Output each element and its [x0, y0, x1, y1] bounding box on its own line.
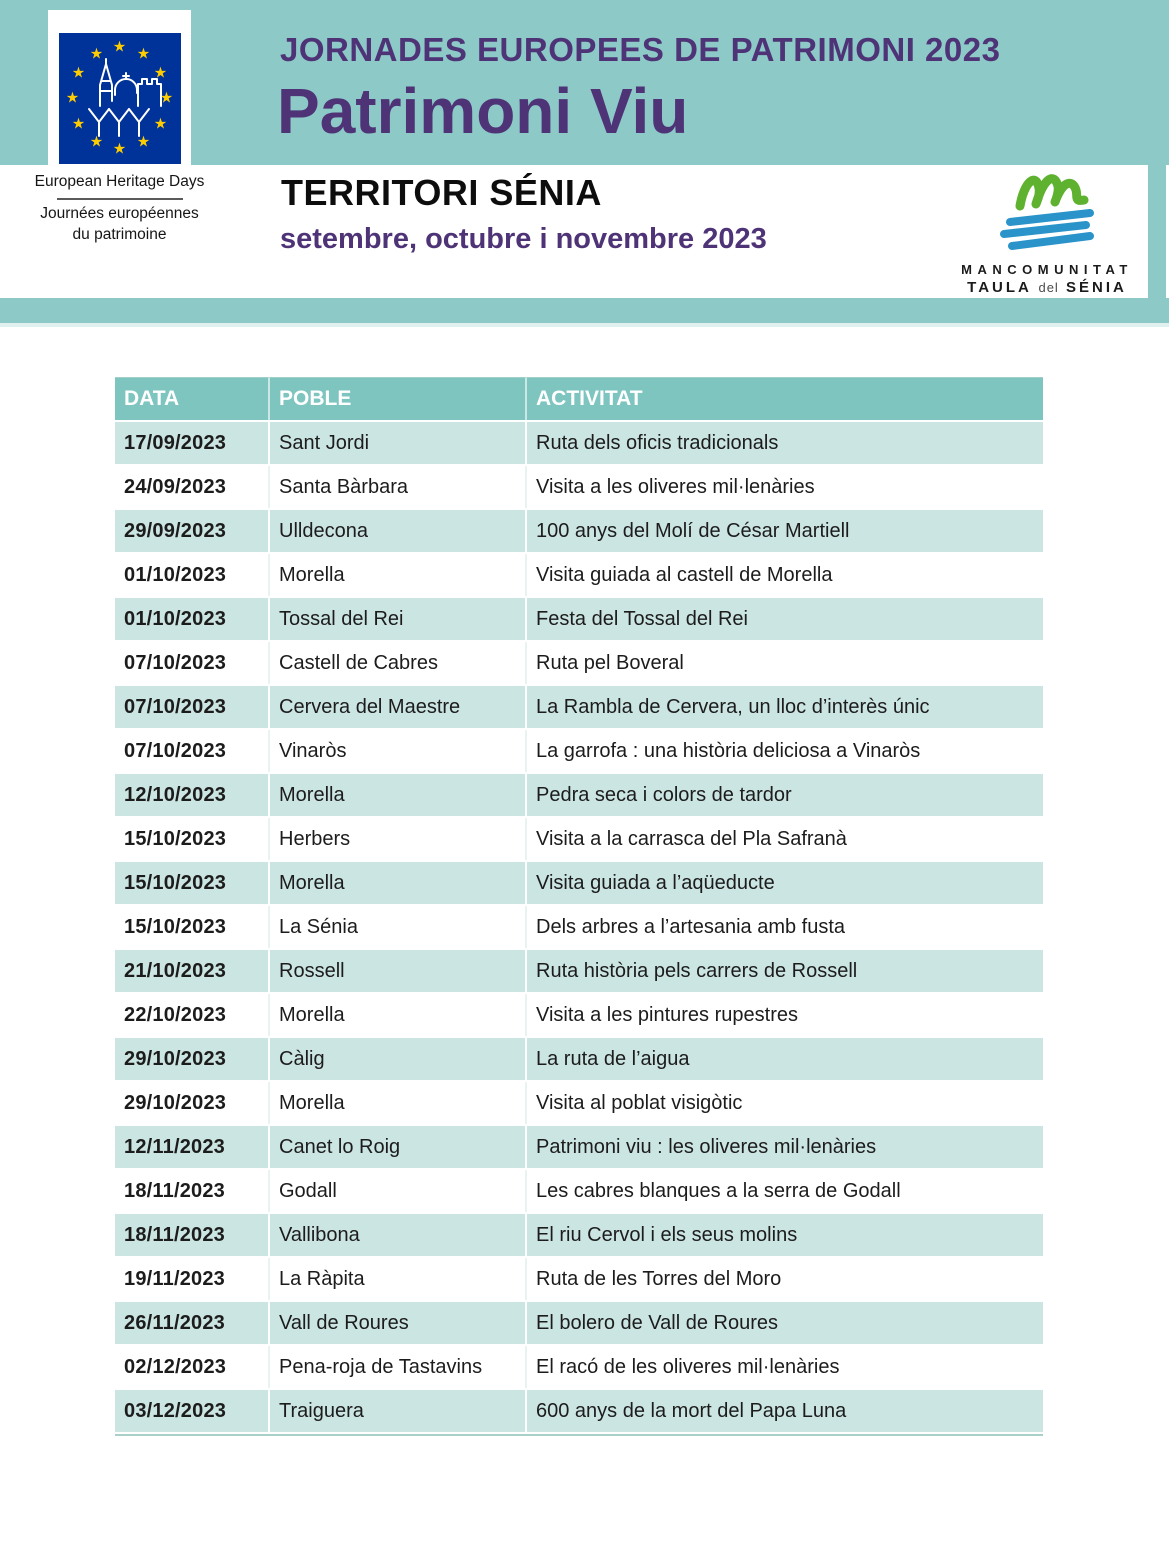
column-header-data: DATA — [115, 377, 270, 420]
mancomunitat-logo — [952, 166, 1142, 296]
star-icon: ★ — [136, 133, 151, 151]
table-row — [115, 774, 1043, 816]
cell-date: 12/10/2023 — [115, 774, 270, 816]
cell-poble: La Sénia — [270, 906, 527, 948]
table-row — [115, 686, 1043, 728]
table-row — [115, 1346, 1043, 1388]
cell-activitat: Visita a la carrasca del Pla Safranà — [527, 818, 1043, 860]
table-row — [115, 642, 1043, 684]
cell-poble: Càlig — [270, 1038, 527, 1080]
table-row — [115, 466, 1043, 508]
cell-activitat: 600 anys de la mort del Papa Luna — [527, 1390, 1043, 1432]
cell-date: 24/09/2023 — [115, 466, 270, 508]
cell-activitat: Ruta història pels carrers de Rossell — [527, 950, 1043, 992]
cell-poble: Cervera del Maestre — [270, 686, 527, 728]
senia-word: SÉNIA — [1066, 279, 1127, 296]
event-kicker: JORNADES EUROPEES DE PATRIMONI 2023 — [280, 31, 1001, 68]
cell-poble: Herbers — [270, 818, 527, 860]
cell-poble: Ulldecona — [270, 510, 527, 552]
table-row — [115, 1390, 1043, 1432]
star-icon: ★ — [89, 133, 104, 151]
table-row — [115, 1258, 1043, 1300]
cell-activitat: La ruta de l’aigua — [527, 1038, 1043, 1080]
territory-line: TERRITORI SÉNIA — [281, 172, 602, 213]
star-icon: ★ — [89, 45, 104, 63]
cell-poble: La Ràpita — [270, 1258, 527, 1300]
cell-date: 22/10/2023 — [115, 994, 270, 1036]
cell-poble: Rossell — [270, 950, 527, 992]
table-row — [115, 1126, 1043, 1168]
table-row — [115, 422, 1043, 464]
cell-activitat: Visita a les pintures rupestres — [527, 994, 1043, 1036]
cell-date: 15/10/2023 — [115, 906, 270, 948]
cell-poble: Morella — [270, 862, 527, 904]
cell-poble: Santa Bàrbara — [270, 466, 527, 508]
divider-band — [0, 298, 1169, 327]
events-table — [115, 375, 1043, 1436]
cell-date: 29/10/2023 — [115, 1082, 270, 1124]
table-row — [115, 598, 1043, 640]
mancomunitat-mark-icon — [972, 166, 1122, 258]
cell-activitat: Pedra seca i colors de tardor — [527, 774, 1043, 816]
cell-poble: Morella — [270, 774, 527, 816]
cell-activitat: Visita guiada a l’aqüeducte — [527, 862, 1043, 904]
ehd-subtitle-fr-1: Journées européennes — [40, 205, 199, 222]
mancomunitat-name: MANCOMUNITAT — [961, 262, 1133, 277]
table-row — [115, 818, 1043, 860]
star-icon: ★ — [71, 115, 86, 133]
heritage-buildings-icon — [75, 51, 168, 146]
cell-date: 15/10/2023 — [115, 818, 270, 860]
table-row — [115, 1302, 1043, 1344]
cell-activitat: Patrimoni viu : les oliveres mil·lenàries — [527, 1126, 1043, 1168]
star-icon: ★ — [71, 64, 86, 82]
table-header-row — [115, 377, 1043, 420]
cell-activitat: Festa del Tossal del Rei — [527, 598, 1043, 640]
cell-activitat: 100 anys del Molí de César Martiell — [527, 510, 1043, 552]
cell-activitat: Ruta dels oficis tradicionals — [527, 422, 1043, 464]
cell-date: 07/10/2023 — [115, 642, 270, 684]
events-table-body — [115, 422, 1043, 1432]
column-header-poble: POBLE — [270, 377, 527, 420]
table-row — [115, 862, 1043, 904]
table-row — [115, 730, 1043, 772]
table-row — [115, 1170, 1043, 1212]
right-accent-strip — [1148, 165, 1166, 298]
cell-poble: Vallibona — [270, 1214, 527, 1256]
cell-date: 29/10/2023 — [115, 1038, 270, 1080]
cell-poble: Tossal del Rei — [270, 598, 527, 640]
cell-activitat: Les cabres blanques a la serra de Godall — [527, 1170, 1043, 1212]
cell-poble: Castell de Cabres — [270, 642, 527, 684]
cell-poble: Godall — [270, 1170, 527, 1212]
taula-word: TAULA — [967, 279, 1032, 296]
ehd-logo-card — [34, 10, 205, 246]
cell-date: 02/12/2023 — [115, 1346, 270, 1388]
cell-activitat: Visita al poblat visigòtic — [527, 1082, 1043, 1124]
column-header-activitat: ACTIVITAT — [527, 377, 1043, 420]
star-icon: ★ — [136, 45, 151, 63]
ehd-divider — [57, 198, 183, 200]
cell-date: 19/11/2023 — [115, 1258, 270, 1300]
cell-activitat: Dels arbres a l’artesania amb fusta — [527, 906, 1043, 948]
table-row — [115, 1038, 1043, 1080]
ehd-title: European Heritage Days — [34, 173, 205, 190]
page-title: Patrimoni Viu — [277, 75, 689, 147]
cell-poble: Canet lo Roig — [270, 1126, 527, 1168]
cell-date: 01/10/2023 — [115, 598, 270, 640]
cell-activitat: El riu Cervol i els seus molins — [527, 1214, 1043, 1256]
cell-activitat: El racó de les oliveres mil·lenàries — [527, 1346, 1043, 1388]
cell-poble: Morella — [270, 994, 527, 1036]
table-row — [115, 510, 1043, 552]
cell-date: 29/09/2023 — [115, 510, 270, 552]
table-row — [115, 994, 1043, 1036]
cell-activitat: Ruta pel Boveral — [527, 642, 1043, 684]
cell-poble: Morella — [270, 1082, 527, 1124]
cell-activitat: Ruta de les Torres del Moro — [527, 1258, 1043, 1300]
cell-poble: Morella — [270, 554, 527, 596]
cell-activitat: La Rambla de Cervera, un lloc d’interès únic — [527, 686, 1043, 728]
cell-poble: Traiguera — [270, 1390, 527, 1432]
season-line: setembre, octubre i novembre 2023 — [280, 223, 767, 255]
cell-poble: Vall de Roures — [270, 1302, 527, 1344]
eu-flag-icon — [59, 33, 181, 164]
cell-activitat: Visita guiada al castell de Morella — [527, 554, 1043, 596]
cell-poble: Vinaròs — [270, 730, 527, 772]
cell-activitat: Visita a les oliveres mil·lenàries — [527, 466, 1043, 508]
star-icon: ★ — [112, 140, 127, 158]
cell-date: 01/10/2023 — [115, 554, 270, 596]
table-row — [115, 1082, 1043, 1124]
cell-poble: Sant Jordi — [270, 422, 527, 464]
cell-date: 21/10/2023 — [115, 950, 270, 992]
cell-date: 26/11/2023 — [115, 1302, 270, 1344]
cell-activitat: La garrofa : una història deliciosa a Vinaròs — [527, 730, 1043, 772]
cell-date: 07/10/2023 — [115, 730, 270, 772]
cell-activitat: El bolero de Vall de Roures — [527, 1302, 1043, 1344]
cell-date: 15/10/2023 — [115, 862, 270, 904]
cell-date: 03/12/2023 — [115, 1390, 270, 1432]
del-word: del — [1038, 280, 1059, 295]
cell-date: 18/11/2023 — [115, 1170, 270, 1212]
table-row — [115, 950, 1043, 992]
star-icon: ★ — [153, 64, 168, 82]
cell-date: 07/10/2023 — [115, 686, 270, 728]
table-row — [115, 554, 1043, 596]
cell-date: 17/09/2023 — [115, 422, 270, 464]
star-icon: ★ — [159, 89, 174, 107]
star-icon: ★ — [153, 115, 168, 133]
cell-date: 18/11/2023 — [115, 1214, 270, 1256]
mancomunitat-subname — [967, 279, 1127, 296]
cell-date: 12/11/2023 — [115, 1126, 270, 1168]
cell-poble: Pena-roja de Tastavins — [270, 1346, 527, 1388]
star-icon: ★ — [112, 38, 127, 56]
table-row — [115, 906, 1043, 948]
star-icon: ★ — [65, 89, 80, 107]
ehd-subtitle-fr-2: du patrimoine — [72, 226, 167, 243]
table-row — [115, 1214, 1043, 1256]
